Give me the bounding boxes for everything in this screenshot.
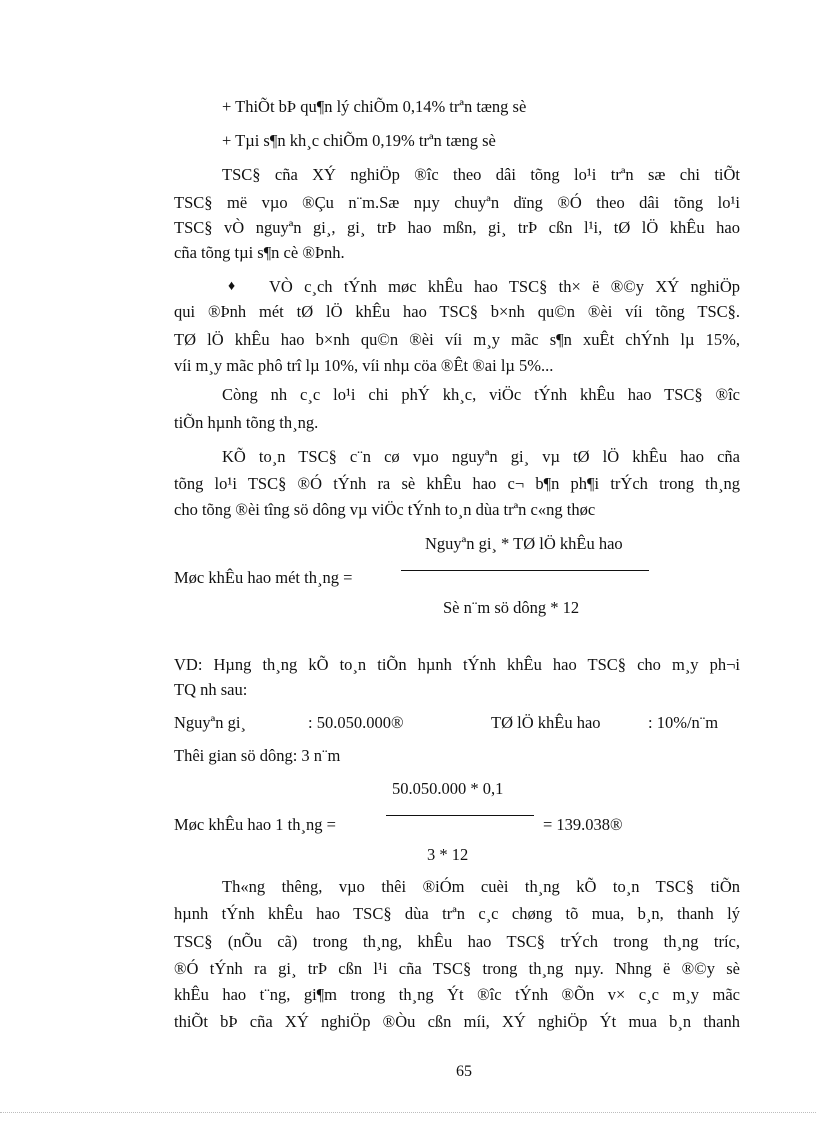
- para4-line2: tõng lo¹i TSC§ ®Ó tÝnh ra sè khÊu hao c¬ b¶n ph¶i trÝch trong th¸ng: [174, 474, 740, 493]
- example-line1: VD: Hµng th¸ng kÕ to¸n tiÕn hµnh tÝnh khÊu hao TSC§ cho m¸y ph¬i: [174, 655, 740, 674]
- para4-line3: cho tõng ®èi tîng sö dông vµ viÖc tÝnh to¸n dùa trªn c«ng thøc: [174, 500, 596, 519]
- para5-line3: TSC§ (nÕu cã) trong th¸ng, khÊu hao TSC§ trÝch trong th¸ng tríc,: [174, 932, 740, 951]
- formula1-label: Møc khÊu hao mét th¸ng =: [174, 568, 353, 587]
- para2-line2: qui ®Þnh mét tØ lÖ khÊu hao TSC§ b×nh qu©n ®èi víi tõng TSC§.: [174, 302, 740, 321]
- example-line2: TQ nh sau:: [174, 680, 248, 699]
- para2-line3: TØ lÖ khÊu hao b×nh qu©n ®èi víi m¸y mãc s¶n xuÊt chÝnh lµ 15%,: [174, 330, 740, 349]
- formula2-fraction-bar: [386, 815, 534, 816]
- depreciation-rate-value: : 10%/n¨m: [648, 713, 719, 732]
- para5-line4: ®Ó tÝnh ra gi¸ trÞ cßn l¹i cña TSC§ trong th¸ng nµy. Nhng ë ®©y sè: [174, 959, 740, 978]
- bullet-line-other-assets: + Tµi s¶n kh¸c chiÕm 0,19% trªn tæng sè: [222, 131, 496, 150]
- para5-line5: khÊu hao t¨ng, gi¶m trong th¸ng Ýt ®îc tÝnh ®Õn v× c¸c m¸y mãc: [174, 985, 740, 1004]
- para5-line2: hµnh tÝnh khÊu hao TSC§ dùa trªn c¸c chøng tõ mua, b¸n, thanh lý: [174, 904, 740, 923]
- formula1-fraction-bar: [401, 570, 649, 571]
- para1-line3: TSC§ vÒ nguyªn gi¸, gi¸ trÞ hao mßn, gi¸ trÞ cßn l¹i, tØ lÖ khÊu hao: [174, 218, 740, 237]
- formula2-label: Møc khÊu hao 1 th¸ng =: [174, 815, 336, 834]
- page-bottom-edge: [0, 1112, 816, 1113]
- para5-line6: thiÕt bÞ cña XÝ nghiÖp ®Òu cßn míi, XÝ nghiÖp Ýt mua b¸n thanh: [174, 1012, 740, 1031]
- formula1-numerator: Nguyªn gi¸ * TØ lÖ khÊu hao: [425, 534, 623, 553]
- para3-line2: tiÕn hµnh tõng th¸ng.: [174, 413, 319, 432]
- para3-line1: Còng nh c¸c lo¹i chi phÝ kh¸c, viÖc tÝnh khÊu hao TSC§ ®îc: [222, 385, 740, 404]
- bullet-line-management-equipment: + ThiÕt bÞ qu¶n lý chiÕm 0,14% trªn tæng sè: [222, 97, 527, 116]
- formula1-denominator: Sè n¨m sö dông * 12: [443, 598, 580, 617]
- para5-line1: Th«ng thêng, vµo thêi ®iÓm cuèi th¸ng kÕ to¸n TSC§ tiÕn: [222, 877, 740, 896]
- para1-line4: cña tõng tµi s¶n cè ®Þnh.: [174, 243, 345, 262]
- depreciation-rate-label: TØ lÖ khÊu hao: [491, 713, 601, 732]
- original-price-label: Nguyªn gi¸: [174, 713, 246, 732]
- para2-line1: VÒ c¸ch tÝnh møc khÊu hao TSC§ th× ë ®©y XÝ nghiÖp: [269, 277, 740, 296]
- original-price-value: : 50.050.000®: [308, 713, 404, 732]
- para1-line1: TSC§ cña XÝ nghiÖp ®îc theo dâi tõng lo¹i trªn sæ chi tiÕt: [222, 165, 740, 184]
- formula2-denominator: 3 * 12: [427, 845, 469, 864]
- diamond-bullet-icon: ♦: [228, 279, 236, 294]
- para4-line1: KÕ to¸n TSC§ c¨n cø vµo nguyªn gi¸ vµ tØ lÖ khÊu hao cña: [222, 447, 740, 466]
- usage-time: Thêi gian sö dông: 3 n¨m: [174, 746, 341, 765]
- formula2-numerator: 50.050.000 * 0,1: [392, 779, 504, 798]
- page-number: 65: [456, 1063, 472, 1080]
- para2-line4: víi m¸y mãc phô trî lµ 10%, víi nhµ cöa ®Êt ®ai lµ 5%...: [174, 356, 554, 375]
- para1-line2: TSC§ më vµo ®Çu n¨m.Sæ nµy chuyªn dïng ®Ó theo dâi tõng lo¹i: [174, 193, 740, 212]
- formula2-result: = 139.038®: [543, 815, 623, 834]
